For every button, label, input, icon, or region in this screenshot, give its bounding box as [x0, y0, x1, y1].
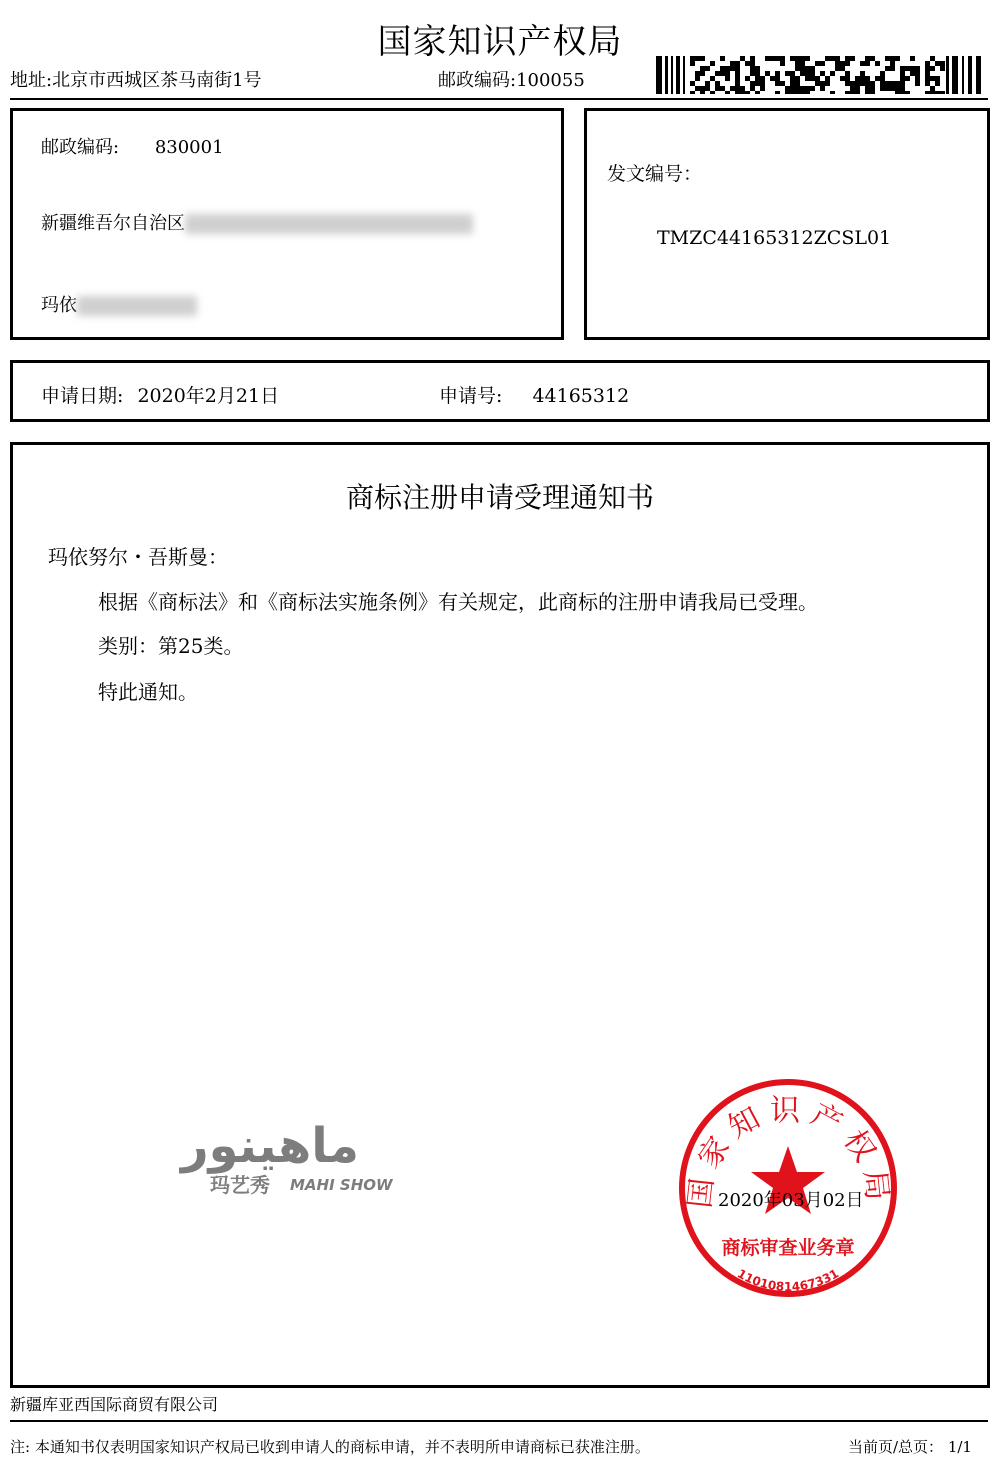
document-number-box: [584, 108, 990, 340]
redacted-address: [185, 214, 473, 234]
notice-line-3: 特此通知。: [98, 680, 198, 704]
notice-line-2: 类别：第25类。: [98, 634, 244, 658]
footer-note: 注: 本通知书仅表明国家知识产权局已收到申请人的商标申请，并不表明所申请商标已获准注册。: [10, 1438, 650, 1456]
recipient-box: [10, 108, 564, 340]
seal-number: 1101081467331: [734, 1266, 842, 1294]
seal-top-text: 国家知识产权局: [682, 1093, 896, 1210]
recipient-address: 新疆维吾尔自治区: [41, 213, 185, 234]
page-indicator: 当前页/总页： 1/1: [848, 1438, 972, 1456]
notice-line-1: 根据《商标法》和《商标法实施条例》有关规定，此商标的注册申请我局已受理。: [98, 590, 818, 614]
logo-chinese-text: 玛艺秀: [210, 1173, 270, 1197]
footer-divider: [10, 1420, 988, 1422]
brand-logo: [130, 1106, 420, 1200]
header-divider: [10, 98, 988, 100]
logo-arabic-text: ماهینور: [181, 1118, 359, 1174]
recipient-name: 玛依: [41, 295, 77, 316]
document-number-value: TMZC44165312ZCSL01: [657, 227, 892, 249]
application-date-value: 2020年2月21日: [137, 385, 280, 407]
recipient-postcode-value: 830001: [154, 137, 224, 158]
recipient-postcode-label: 邮政编码:: [41, 137, 120, 158]
logo-latin-text: MAHI SHOW: [290, 1176, 393, 1194]
seal-bottom-text: 商标审查业务章: [721, 1237, 855, 1259]
application-number-value: 44165312: [532, 385, 630, 407]
application-info-box: [10, 360, 990, 422]
notice-title: 商标注册申请受理通知书: [345, 481, 654, 514]
sender-company: 新疆库亚西国际商贸有限公司: [10, 1395, 219, 1414]
office-title: 国家知识产权局: [377, 22, 623, 62]
application-date-label: 申请日期:: [41, 385, 124, 407]
office-address: 地址:北京市西城区茶马南街1号: [10, 70, 262, 91]
seal-date: 2020年03月02日: [718, 1190, 864, 1211]
barcode: [656, 56, 982, 94]
redacted-name: [77, 296, 197, 316]
salutation: 玛依努尔・吾斯曼：: [48, 545, 228, 569]
document-number-label: 发文编号：: [607, 163, 703, 185]
application-number-label: 申请号:: [439, 385, 503, 407]
office-postcode: 邮政编码:100055: [438, 70, 585, 91]
